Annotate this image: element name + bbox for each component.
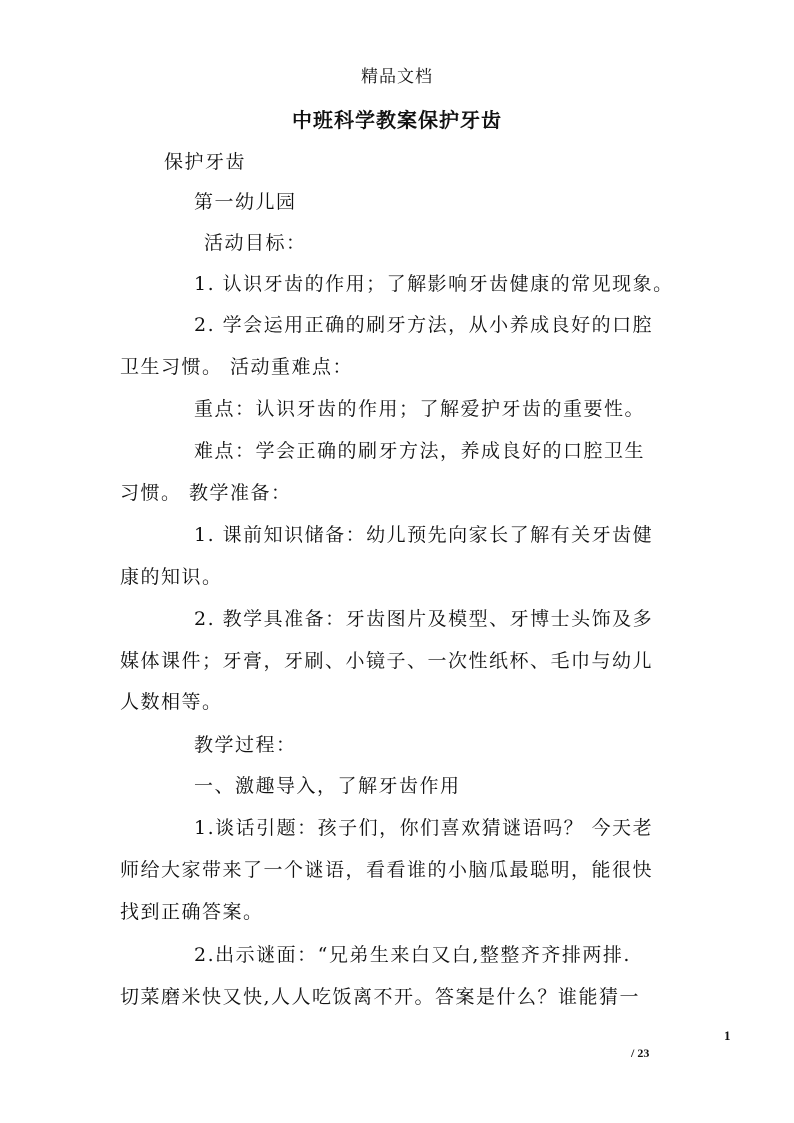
text-line: 康的知识。 [120, 566, 223, 588]
text-line: 找到正确答案。 [120, 901, 264, 923]
text-line: 1.谈话引题：孩子们，你们喜欢猜谜语吗？ 今天老 [194, 817, 654, 839]
text-line: 师给大家带来了一个谜语，看看谁的小脑瓜最聪明，能很快 [120, 859, 654, 881]
text-line: 媒体课件；牙膏，牙刷、小镜子、一次性纸杯、毛巾与幼儿 [120, 650, 654, 672]
text-line: 1. 认识牙齿的作用；了解影响牙齿健康的常见现象。 [194, 273, 674, 295]
text-line: 难点：学会正确的刷牙方法，养成良好的口腔卫生 [194, 440, 646, 462]
text-line: 2.出示谜面：“兄弟生来白又白,整整齐齐排两排. [194, 944, 631, 966]
text-line: 1. 课前知识储备：幼儿预先向家长了解有关牙齿健 [194, 524, 654, 546]
text-line: 人数相等。 [120, 691, 223, 713]
text-line: 重点：认识牙齿的作用；了解爱护牙齿的重要性。 [194, 398, 646, 420]
text-line: 第一幼儿园 [194, 191, 297, 213]
text-line: 卫生习惯。 活动重难点： [120, 356, 354, 378]
text-line: 一、激趣导入，了解牙齿作用 [194, 775, 461, 797]
text-line: 保护牙齿 [164, 151, 247, 173]
page-header: 精品文档 [361, 67, 433, 87]
text-line: 教学过程： [194, 734, 297, 756]
document-title: 中班科学教案保护牙齿 [292, 108, 502, 132]
text-line: 活动目标： [204, 232, 307, 254]
page-number: 1 [724, 1028, 731, 1043]
text-line: 2. 学会运用正确的刷牙方法，从小养成良好的口腔 [194, 314, 654, 336]
text-line: 2. 教学具准备：牙齿图片及模型、牙博士头饰及多 [194, 608, 654, 630]
text-line: 习惯。 教学准备： [120, 482, 292, 504]
text-line: 切菜磨米快又快,人人吃饭离不开。答案是什么？谁能猜一 [120, 986, 641, 1008]
page-total: / 23 [631, 1046, 650, 1060]
